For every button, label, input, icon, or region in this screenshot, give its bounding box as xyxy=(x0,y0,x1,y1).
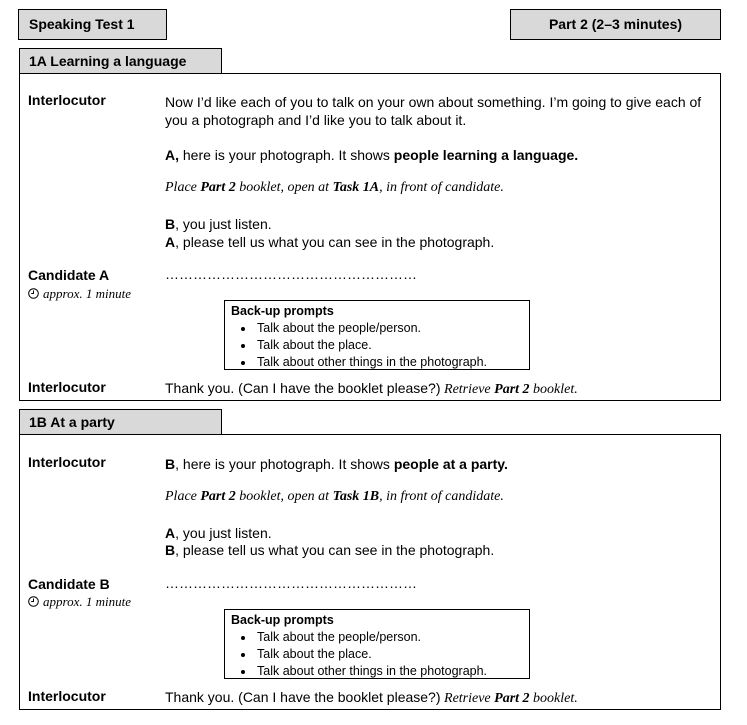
prompt-item: • Talk about the place. xyxy=(255,337,523,354)
thanks-line xyxy=(165,379,578,399)
instr-bold-2: Task 1B xyxy=(332,489,380,504)
photo-subject: people at a party. xyxy=(393,456,508,472)
test-title xyxy=(18,9,167,40)
instr-bold-1: Part 2 xyxy=(200,489,236,504)
candidate-label: Candidate A xyxy=(28,267,110,283)
instr-bold-2: Task 1A xyxy=(332,180,380,195)
photo-prefix: A, xyxy=(165,147,179,163)
prompt-item: • Talk about other things in the photograph. xyxy=(255,354,523,371)
clock-icon xyxy=(28,596,39,607)
instr-bold-1: Part 2 xyxy=(200,180,236,195)
instr-pre: Place xyxy=(165,489,201,504)
instr-mid: booklet, open at xyxy=(235,180,333,195)
approx-time xyxy=(28,594,131,610)
prompt-item: • Talk about the place. xyxy=(255,646,523,663)
approx-time xyxy=(28,286,131,302)
instruction-line xyxy=(165,180,504,196)
photo-line xyxy=(165,455,710,473)
section-tab-1b-text: 1B At a party xyxy=(29,414,115,430)
section-tab-1a xyxy=(19,48,222,74)
instruction-line xyxy=(165,489,504,505)
retrieve-post: booklet. xyxy=(529,691,578,706)
thanks-line xyxy=(165,688,578,708)
photo-line xyxy=(165,146,710,164)
backup-prompts-box xyxy=(224,609,530,679)
listen-letter: A xyxy=(165,525,176,541)
prompt-item: • Talk about other things in the photograph. xyxy=(255,663,523,680)
backup-prompts-list xyxy=(231,629,523,680)
part-title xyxy=(510,9,721,40)
retrieve-pre: Retrieve xyxy=(440,691,495,706)
instr-post: , in front of candidate. xyxy=(379,180,504,195)
prompt-item: • Talk about the people/person. xyxy=(255,629,523,646)
photo-prefix: B xyxy=(165,456,176,472)
instr-post: , in front of candidate. xyxy=(379,489,504,504)
tell-line xyxy=(165,541,494,559)
listen-line xyxy=(165,215,272,233)
photo-subject: people learning a language. xyxy=(393,147,579,163)
tell-text: , please tell us what you can see in the photograph. xyxy=(175,234,495,250)
tell-line xyxy=(165,233,494,251)
backup-prompts-title: Back-up prompts xyxy=(231,304,334,318)
section-tab-1a-text: 1A Learning a language xyxy=(29,53,187,69)
response-dots: ……………………………………………… xyxy=(165,266,417,282)
candidate-label: Candidate B xyxy=(28,576,110,592)
tell-letter: A xyxy=(165,234,176,250)
prompt-item: • Talk about the people/person. xyxy=(255,320,523,337)
retrieve-pre: Retrieve xyxy=(440,382,495,397)
backup-prompts-box xyxy=(224,300,530,370)
test-title-text: Speaking Test 1 xyxy=(29,16,135,32)
backup-prompts-list xyxy=(231,320,523,371)
thanks-text: Thank you. (Can I have the booklet please?) xyxy=(165,380,441,396)
section-tab-1b xyxy=(19,409,222,435)
retrieve-bold: Part 2 xyxy=(494,382,530,397)
photo-text: , here is your photograph. It shows xyxy=(175,456,394,472)
clock-icon xyxy=(28,288,39,299)
end-interlocutor-label: Interlocutor xyxy=(28,379,106,395)
instr-mid: booklet, open at xyxy=(235,489,333,504)
response-dots: ……………………………………………… xyxy=(165,575,417,591)
end-interlocutor-label: Interlocutor xyxy=(28,688,106,704)
tell-letter: B xyxy=(165,542,176,558)
interlocutor-label: Interlocutor xyxy=(28,454,106,470)
listen-text: , you just listen. xyxy=(175,216,272,232)
retrieve-post: booklet. xyxy=(529,382,578,397)
interlocutor-label: Interlocutor xyxy=(28,92,106,108)
thanks-text: Thank you. (Can I have the booklet please?) xyxy=(165,689,441,705)
approx-text: approx. 1 minute xyxy=(43,286,131,301)
photo-text: here is your photograph. It shows xyxy=(179,147,394,163)
intro-text: Now I’d like each of you to talk on your own about something. I’m going to give each of you a photograph and I’d like you to talk about it. xyxy=(165,94,702,128)
tell-text: , please tell us what you can see in the photograph. xyxy=(175,542,495,558)
backup-prompts-title: Back-up prompts xyxy=(231,613,334,627)
part-title-text: Part 2 (2–3 minutes) xyxy=(548,16,683,32)
listen-letter: B xyxy=(165,216,176,232)
instr-pre: Place xyxy=(165,180,201,195)
listen-line xyxy=(165,524,272,542)
listen-text: , you just listen. xyxy=(175,525,272,541)
retrieve-bold: Part 2 xyxy=(494,691,530,706)
approx-text: approx. 1 minute xyxy=(43,594,131,609)
